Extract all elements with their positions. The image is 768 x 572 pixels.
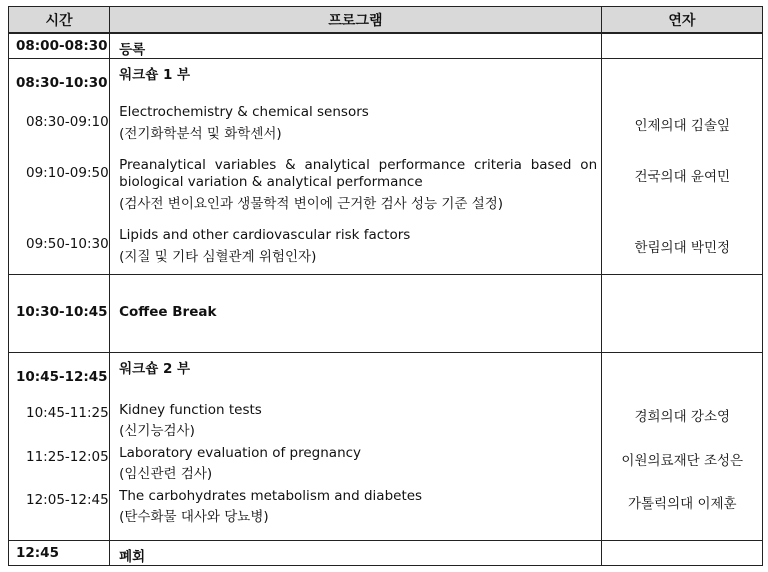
closing-speaker-cell <box>601 541 762 566</box>
header-row <box>9 7 763 34</box>
header-program: 프로그램 <box>110 7 602 34</box>
coffee-speaker-cell <box>601 275 762 353</box>
speaker-name: 가톨릭의대 이제훈 <box>627 496 737 512</box>
session-title: Electrochemistry & chemical sensors <box>119 104 369 120</box>
workshop1-time: 08:30-10:30 <box>16 75 108 91</box>
speaker-name: 이원의료재단 조성은 <box>621 453 744 469</box>
workshop1-speaker-cell <box>601 59 762 275</box>
workshop1-row <box>9 59 763 275</box>
registration-row <box>9 33 763 59</box>
closing-time: 12:45 <box>16 545 59 561</box>
header-time: 시간 <box>9 7 110 34</box>
session-time: 11:25-12:05 <box>26 449 109 465</box>
workshop2-row <box>9 353 763 541</box>
closing-time-cell <box>9 541 110 566</box>
workshop1-program-cell <box>110 59 602 275</box>
session-time: 09:10-09:50 <box>26 165 109 181</box>
session-title: Kidney function tests <box>119 402 262 418</box>
registration-time: 08:00-08:30 <box>16 38 108 54</box>
session-title: The carbohydrates metabolism and diabetes <box>119 488 423 504</box>
session-subtitle: (검사전 변이요인과 생물학적 변이에 근거한 검사 성능 기준 설정) <box>119 196 504 212</box>
workshop2-time: 10:45-12:45 <box>16 369 108 385</box>
workshop2-speaker-cell <box>601 353 762 541</box>
registration-program-cell <box>110 33 602 59</box>
session-subtitle: (임신관련 검사) <box>119 466 213 482</box>
coffee-label: Coffee Break <box>119 304 217 320</box>
session-time: 09:50-10:30 <box>26 236 109 252</box>
closing-row <box>9 541 763 566</box>
speaker-name: 건국의대 윤여민 <box>634 169 731 185</box>
coffee-program-cell <box>110 275 602 353</box>
registration-speaker-cell <box>601 33 762 59</box>
session-subtitle: (전기화학분석 및 화학센서) <box>119 126 282 142</box>
workshop1-title: 워크숍 1 부 <box>119 67 191 83</box>
workshop2-time-cell <box>9 353 110 541</box>
speaker-name: 인제의대 김솔잎 <box>634 118 731 134</box>
speaker-name: 한림의대 박민정 <box>634 240 731 256</box>
coffee-time: 10:30-10:45 <box>16 304 108 320</box>
speaker-name: 경희의대 강소영 <box>634 409 731 425</box>
session-title: Lipids and other cardiovascular risk factors <box>119 227 411 243</box>
header-speaker: 연자 <box>601 7 762 34</box>
workshop2-program-cell <box>110 353 602 541</box>
schedule-table <box>8 6 763 566</box>
session-subtitle: (신기능검사) <box>119 423 195 439</box>
session-time: 08:30-09:10 <box>26 114 109 130</box>
workshop1-time-cell <box>9 59 110 275</box>
coffee-time-cell <box>9 275 110 353</box>
session-subtitle: (탄수화물 대사와 당뇨병) <box>119 509 269 525</box>
session-time: 12:05-12:45 <box>26 492 109 508</box>
session-time: 10:45-11:25 <box>26 405 109 421</box>
session-subtitle: (지질 및 기타 심혈관계 위험인자) <box>119 249 317 265</box>
session-title: Laboratory evaluation of pregnancy <box>119 445 362 461</box>
coffee-row <box>9 275 763 353</box>
session-title: Preanalytical variables & analytical performance criteria based on <box>119 157 598 173</box>
session-title: biological variation & analytical performance <box>119 174 423 190</box>
closing-label: 폐회 <box>119 549 146 565</box>
registration-label: 등록 <box>119 42 146 58</box>
closing-program-cell <box>110 541 602 566</box>
workshop2-title: 워크숍 2 부 <box>119 361 191 377</box>
registration-time-cell <box>9 33 110 59</box>
